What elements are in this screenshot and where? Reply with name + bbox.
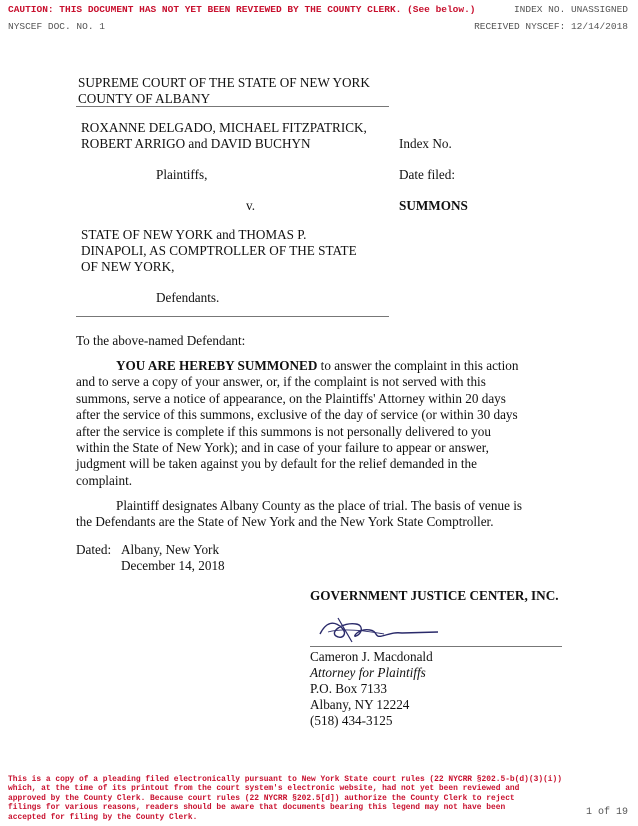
summons-line: after the service of this summons, exclusive of the day of service (or within 30 days xyxy=(76,407,518,423)
index-number: INDEX NO. UNASSIGNED xyxy=(513,4,628,15)
footer-notice-line: accepted for filing by the County Clerk. xyxy=(8,812,198,822)
footer-notice-line: approved by the County Clerk. Because court rules (22 NYCRR §202.5[d]) authorize the County Clerk to reject xyxy=(8,793,515,803)
salutation: To the above-named Defendant: xyxy=(76,333,246,348)
dated-label: Dated: xyxy=(76,542,112,557)
summons-line: and to serve a copy of your answer, or, if the complaint is not served with this xyxy=(76,374,486,390)
attorney-name: Cameron J. Macdonald xyxy=(310,649,433,664)
summons-line: summons, serve a notice of appearance, on the Plaintiffs' Attorney within 20 days xyxy=(76,390,506,406)
plaintiffs-names-2: ROBERT ARRIGO and DAVID BUCHYN xyxy=(81,136,311,151)
caption-bottom-rule xyxy=(76,316,389,317)
defendants-names-3: OF NEW YORK, xyxy=(81,259,175,274)
nyscef-doc-number: NYSCEF DOC. NO. 1 xyxy=(8,21,105,32)
defendants-names-1: STATE OF NEW YORK and THOMAS P. xyxy=(81,227,307,242)
date-filed-label: Date filed: xyxy=(399,167,456,182)
dated-date: December 14, 2018 xyxy=(121,558,225,573)
received-date: RECEIVED NYSCEF: 12/14/2018 xyxy=(474,21,628,32)
venue-line-2: the Defendants are the State of New York and the New York State Comptroller. xyxy=(76,514,494,530)
address-line-2: Albany, NY 12224 xyxy=(310,697,410,712)
footer-notice-line: which, at the time of its printout from the court system's electronic website, had not yet been reviewed and xyxy=(8,784,520,794)
firm-name: GOVERNMENT JUSTICE CENTER, INC. xyxy=(310,588,559,603)
summons-line: judgment will be taken against you by default for the relief demanded in the xyxy=(76,456,477,472)
signature-line xyxy=(310,646,562,647)
address-line-1: P.O. Box 7133 xyxy=(310,681,387,696)
defendants-names-2: DINAPOLI, AS COMPTROLLER OF THE STATE xyxy=(81,243,357,258)
venue-line-1: Plaintiff designates Albany County as the place of trial. The basis of venue is xyxy=(116,498,523,513)
footer-notice-line: filings for various reasons, readers should be aware that documents bearing this legend may not have been xyxy=(8,803,506,813)
page-number: 1 of 19 xyxy=(585,807,628,818)
document-type: SUMMONS xyxy=(399,198,468,213)
summoned-emphasis: YOU ARE HEREBY SUMMONED xyxy=(116,358,318,373)
summons-line: within the State of New York); and in case of your failure to appear or answer, xyxy=(76,440,489,455)
summons-line: complaint. xyxy=(76,472,133,488)
attorney-title: Attorney for Plaintiffs xyxy=(310,665,426,680)
caution-banner: CAUTION: THIS DOCUMENT HAS NOT YET BEEN REVIEWED BY THE COUNTY CLERK. (See below.) xyxy=(8,4,476,15)
court-name: SUPREME COURT OF THE STATE OF NEW YORK xyxy=(78,75,370,90)
footer-notice-line: This is a copy of a pleading filed electronically pursuant to New York State court rules (22 NYCRR §202.5-b(d)(3)(i)) xyxy=(8,775,563,784)
signature-scribble xyxy=(312,612,442,646)
caption-top-rule xyxy=(76,106,389,107)
summons-lead-rest: to answer the complaint in this action xyxy=(317,358,519,373)
defendants-label: Defendants. xyxy=(156,290,220,305)
plaintiffs-label: Plaintiffs, xyxy=(156,167,208,182)
dated-place: Albany, New York xyxy=(121,542,220,557)
phone-number: (518) 434-3125 xyxy=(310,713,393,728)
versus: v. xyxy=(246,198,256,213)
summons-paragraph-lead xyxy=(116,358,518,374)
summons-line: after the service is complete if this summons is not personally delivered to you xyxy=(76,423,491,439)
court-county: COUNTY OF ALBANY xyxy=(78,91,211,106)
plaintiffs-names-1: ROXANNE DELGADO, MICHAEL FITZPATRICK, xyxy=(81,120,367,135)
index-no-label: Index No. xyxy=(399,136,452,151)
